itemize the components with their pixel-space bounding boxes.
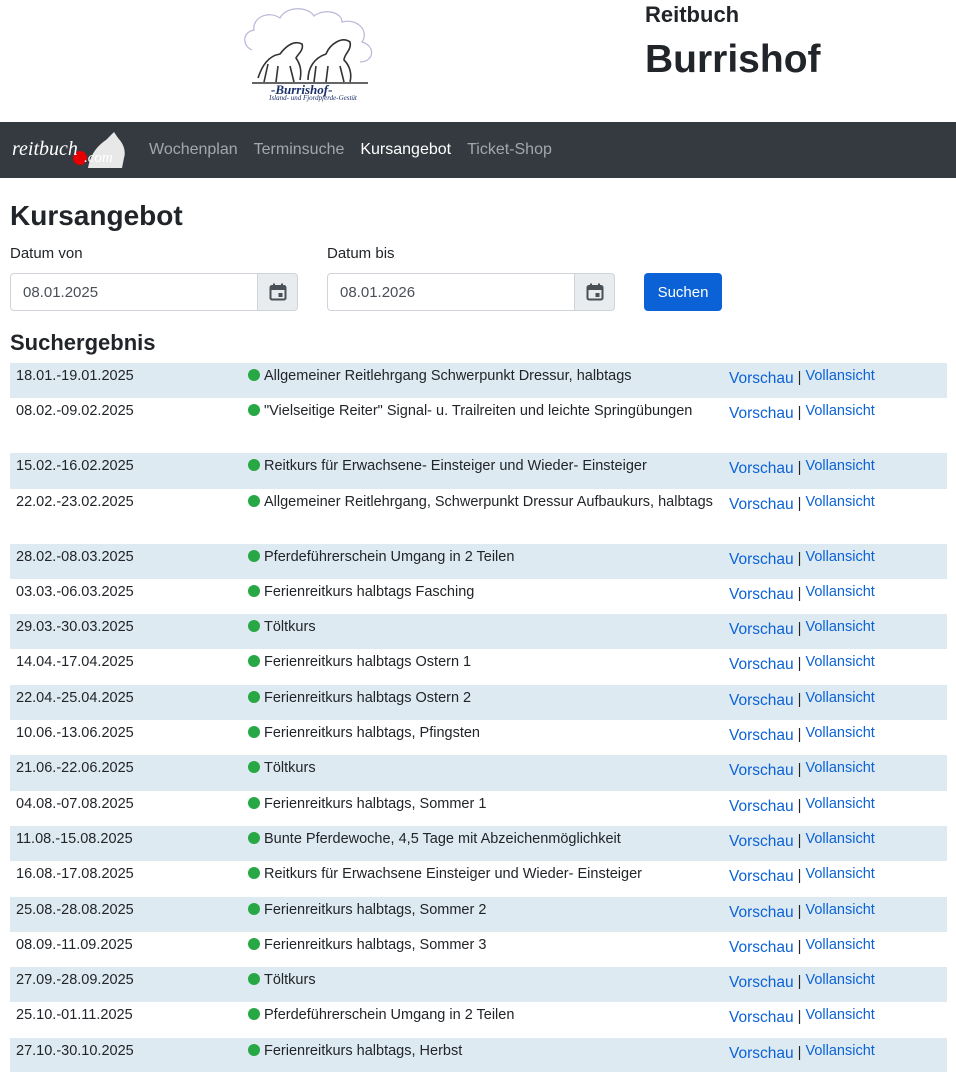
result-date: 04.08.-07.08.2025 [16,795,134,812]
status-dot-icon [248,655,260,667]
full-view-link[interactable]: Vollansicht [805,654,875,671]
status-dot-icon [248,938,260,950]
full-view-link[interactable]: Vollansicht [805,689,875,706]
result-date: 08.02.-09.02.2025 [16,403,134,420]
result-date: 08.09.-11.09.2025 [16,936,133,953]
preview-link[interactable]: Vorschau [729,797,794,815]
link-separator: | [797,495,802,512]
result-date: 16.08.-17.08.2025 [16,866,134,883]
status-dot-icon [248,1008,260,1020]
full-view-link[interactable]: Vollansicht [805,760,875,777]
result-row [10,861,947,896]
result-title-cell [248,581,724,614]
full-view-link[interactable]: Vollansicht [805,830,875,847]
result-title-cell [248,934,724,967]
full-view-link[interactable]: Vollansicht [805,795,875,812]
result-links [724,863,947,896]
nav-logo-text: reitbuch [12,138,78,160]
result-date: 22.04.-25.04.2025 [16,689,134,706]
link-separator: | [797,868,802,885]
preview-link[interactable]: Vorschau [729,370,794,387]
result-date: 22.02.-23.02.2025 [16,493,134,510]
preview-link[interactable]: Vorschau [729,495,794,513]
status-dot-icon [248,691,260,703]
result-links [724,899,947,932]
result-title-cell [248,1040,724,1072]
result-date: 15.02.-16.02.2025 [16,458,134,475]
result-title: Ferienreitkurs halbtags, Herbst [264,1042,463,1059]
result-title: Ferienreitkurs halbtags Ostern 1 [264,654,472,671]
result-links [724,687,947,720]
result-date: 10.06.-13.06.2025 [16,725,134,742]
date-to-input[interactable] [327,273,575,311]
status-dot-icon [248,550,260,562]
date-from-input[interactable] [10,273,258,311]
brand-title: Burrishof [645,38,821,81]
result-title-cell [248,616,724,649]
results-table [10,363,947,1072]
full-view-link[interactable]: Vollansicht [805,725,875,742]
result-date: 18.01.-19.01.2025 [16,368,134,384]
status-dot-icon [248,459,260,471]
status-dot-icon [248,404,260,416]
brand-small: Reitbuch [645,2,740,27]
nav-terminsuche[interactable]: Terminsuche [253,141,345,158]
full-view-link[interactable]: Vollansicht [805,583,875,600]
result-title: Ferienreitkurs halbtags, Sommer 1 [264,795,487,812]
preview-link[interactable]: Vorschau [729,868,794,886]
status-dot-icon [248,620,260,632]
result-date: 27.09.-28.09.2025 [16,972,134,989]
status-dot-icon [248,761,260,773]
link-separator: | [797,938,802,955]
preview-link[interactable]: Vorschau [729,550,794,568]
result-row [10,649,947,684]
result-title-cell [248,757,724,790]
calendar-icon [586,283,604,301]
site-header [0,0,956,122]
result-title-cell [248,651,724,684]
date-from-calendar-button[interactable] [258,273,298,311]
link-separator: | [797,903,802,920]
result-title-cell [248,722,724,755]
result-title: Töltkurs [264,760,316,777]
result-links [724,969,947,1002]
result-title: Bunte Pferdewoche, 4,5 Tage mit Abzeichenmöglichkeit [264,830,621,847]
result-date: 28.02.-08.03.2025 [16,548,134,565]
result-links [724,651,947,684]
result-title-cell [248,400,724,453]
link-separator: | [797,797,802,814]
status-dot-icon [248,797,260,809]
link-separator: | [797,1009,802,1026]
status-dot-icon [248,1044,260,1056]
preview-link[interactable]: Vorschau [729,1044,794,1062]
result-links [724,546,947,579]
result-title: Allgemeiner Reitlehrgang, Schwerpunkt Dressur Aufbaukurs, halbtags [264,493,713,510]
result-title: Reitkurs für Erwachsene Einsteiger und Wieder- Einsteiger [264,866,642,883]
search-button[interactable]: Suchen [644,273,722,311]
result-row [10,1038,947,1072]
date-to-label: Datum bis [327,245,395,262]
preview-link[interactable]: Vorschau [729,1009,794,1027]
result-title: Ferienreitkurs halbtags, Pfingsten [264,725,480,742]
result-title: Ferienreitkurs halbtags, Sommer 3 [264,936,487,953]
result-date: 29.03.-30.03.2025 [16,619,134,636]
date-from-group [10,273,298,311]
status-dot-icon [248,973,260,985]
result-title-cell [248,899,724,932]
full-view-link[interactable]: Vollansicht [805,972,875,989]
result-title-cell [248,969,724,1002]
full-view-link[interactable]: Vollansicht [805,901,875,918]
results-title: Suchergebnis [10,330,156,355]
link-separator: | [797,832,802,849]
logo-name: -Burrishof- [271,82,333,97]
result-date: 03.03.-06.03.2025 [16,583,134,600]
full-view-link[interactable]: Vollansicht [805,493,875,510]
result-links [724,934,947,967]
navbar [0,122,956,178]
preview-link[interactable]: Vorschau [729,762,794,780]
result-date: 27.10.-30.10.2025 [16,1042,134,1059]
preview-link[interactable]: Vorschau [729,974,794,992]
link-separator: | [797,621,802,638]
preview-link[interactable]: Vorschau [729,621,794,639]
full-view-link[interactable]: Vollansicht [805,619,875,636]
result-links [724,616,947,649]
result-row [10,791,947,826]
result-row [10,720,947,755]
result-date: 11.08.-15.08.2025 [16,830,133,847]
link-separator: | [797,974,802,991]
link-separator: | [797,460,802,477]
link-separator: | [797,727,802,744]
preview-link[interactable]: Vorschau [729,938,794,956]
result-title-cell [248,863,724,896]
result-row [10,826,947,861]
result-title: Ferienreitkurs halbtags, Sommer 2 [264,901,487,918]
result-row [10,967,947,1002]
result-links [724,400,947,453]
result-row [10,897,947,932]
result-links [724,828,947,861]
result-links [724,455,947,488]
logo-subtitle: Island- und Fjordpferde-Gestüt [269,94,357,102]
status-dot-icon [248,369,260,381]
link-separator: | [797,656,802,673]
result-title: Reitkurs für Erwachsene- Einsteiger und Wieder- Einsteiger [264,458,647,475]
result-links [724,722,947,755]
status-dot-icon [248,832,260,844]
link-separator: | [797,550,802,567]
full-view-link[interactable]: Vollansicht [805,368,875,384]
full-view-link[interactable]: Vollansicht [805,1042,875,1059]
nav-links [149,122,568,178]
result-row [10,453,947,488]
result-links [724,1004,947,1037]
full-view-link[interactable]: Vollansicht [805,866,875,883]
status-dot-icon [248,585,260,597]
result-links [724,491,947,544]
result-title: Pferdeführerschein Umgang in 2 Teilen [264,548,515,565]
nav-kursangebot[interactable]: Kursangebot [360,141,452,158]
result-title: Ferienreitkurs halbtags Ostern 2 [264,689,472,706]
result-title-cell [248,1004,724,1037]
full-view-link[interactable]: Vollansicht [805,936,875,953]
result-title: Töltkurs [264,619,316,636]
preview-link[interactable]: Vorschau [729,460,794,478]
full-view-link[interactable]: Vollansicht [805,1007,875,1024]
link-separator: | [797,405,802,422]
result-row [10,579,947,614]
page-title: Kursangebot [10,200,183,231]
result-links [724,365,947,398]
result-title-cell [248,828,724,861]
preview-link[interactable]: Vorschau [729,903,794,921]
preview-link[interactable]: Vorschau [729,832,794,850]
preview-link[interactable]: Vorschau [729,585,794,603]
result-date: 25.08.-28.08.2025 [16,901,134,918]
result-date: 14.04.-17.04.2025 [16,654,134,671]
full-view-link[interactable]: Vollansicht [805,458,875,475]
result-links [724,581,947,614]
nav-logo-text-suffix: .com [84,150,113,166]
full-view-link[interactable]: Vollansicht [805,403,875,420]
date-to-calendar-button[interactable] [575,273,615,311]
result-title-cell [248,365,724,398]
result-row [10,614,947,649]
preview-link[interactable]: Vorschau [729,405,794,423]
result-date: 21.06.-22.06.2025 [16,760,134,777]
result-links [724,793,947,826]
date-from-label: Datum von [10,245,83,262]
result-title: Ferienreitkurs halbtags Fasching [264,583,475,600]
date-to-group [327,273,615,311]
status-dot-icon [248,867,260,879]
preview-link[interactable]: Vorschau [729,656,794,674]
result-title-cell [248,546,724,579]
result-title-cell [248,793,724,826]
result-title: Töltkurs [264,972,316,989]
nav-ticket-shop[interactable]: Ticket-Shop [467,141,552,158]
result-links [724,1040,947,1072]
result-title-cell [248,455,724,488]
result-title: Pferdeführerschein Umgang in 2 Teilen [264,1007,515,1024]
calendar-icon [269,283,287,301]
result-title: Allgemeiner Reitlehrgang Schwerpunkt Dressur, halbtags [264,368,632,384]
result-row [10,755,947,790]
result-title-cell [248,687,724,720]
result-title-cell [248,491,724,544]
link-separator: | [797,762,802,779]
full-view-link[interactable]: Vollansicht [805,548,875,565]
status-dot-icon [248,726,260,738]
result-row [10,544,947,579]
result-row [10,932,947,967]
status-dot-icon [248,495,260,507]
link-separator: | [797,585,802,602]
result-row [10,489,947,544]
preview-link[interactable]: Vorschau [729,691,794,709]
result-links [724,757,947,790]
link-separator: | [797,691,802,708]
link-separator: | [797,370,802,386]
nav-wochenplan[interactable]: Wochenplan [149,141,238,158]
result-row [10,398,947,453]
result-row [10,363,947,398]
result-row [10,685,947,720]
result-title: "Vielseitige Reiter" Signal- u. Trailreiten und leichte Springübungen [264,403,693,420]
preview-link[interactable]: Vorschau [729,727,794,745]
result-row [10,1002,947,1037]
status-dot-icon [248,903,260,915]
link-separator: | [797,1044,802,1061]
result-date: 25.10.-01.11.2025 [16,1007,133,1024]
